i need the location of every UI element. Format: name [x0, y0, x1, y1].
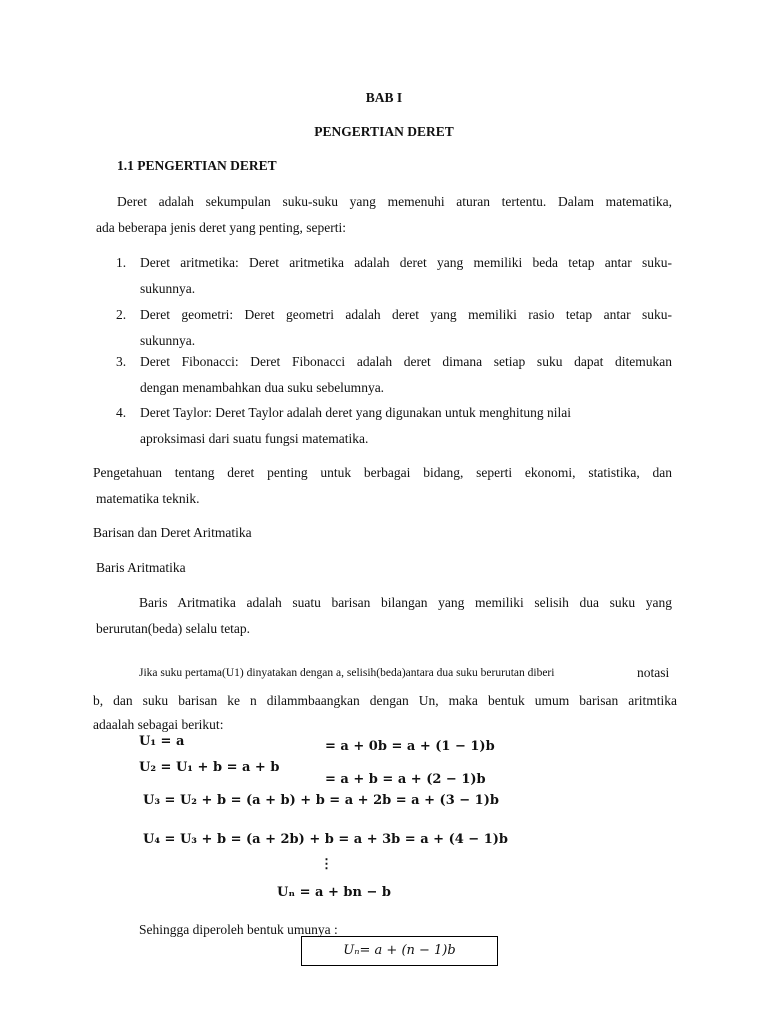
- chapter-title: PENGERTIAN DERET: [314, 124, 454, 139]
- knowledge-line-2: matematika teknik.: [96, 491, 200, 506]
- list-line-1: Deret Fibonacci: Deret Fibonacci adalah deret dimana setiap suku dapat ditemukan: [140, 354, 672, 369]
- definition-line-2: berurutan(beda) selalu tetap.: [96, 621, 251, 636]
- list-line-1: Deret Taylor: Deret Taylor adalah deret yang digunakan untuk menghitung nilai: [140, 405, 571, 420]
- list-line-1: Deret geometri: Deret geometri adalah deret yang memiliki rasio tetap antar suku-: [140, 307, 672, 322]
- equation-ellipsis: ⋮: [320, 857, 333, 872]
- equation-u2-right: = a + b = a + (2 − 1)b: [325, 772, 486, 787]
- list-line-2: aproksimasi dari suatu fungsi matematika.: [140, 431, 369, 446]
- boxed-formula-text: Uₙ= a + (n − 1)b: [343, 943, 456, 958]
- conclusion-text: Sehingga diperoleh bentuk umunya :: [139, 922, 338, 937]
- list-number: 2.: [116, 307, 127, 322]
- list-line-1: Deret aritmetika: Deret aritmetika adalah deret yang memiliki beda tetap antar suku-: [140, 255, 672, 270]
- list-line-2: sukunnya.: [140, 333, 196, 348]
- boxed-formula: [301, 936, 498, 966]
- intro-line-1: Deret adalah sekumpulan suku-suku yang memenuhi aturan tertentu. Dalam matematika,: [117, 194, 672, 209]
- formula-intro-line-3: adaalah sebagai berikut:: [93, 717, 224, 732]
- formula-intro-line-1: Jika suku pertama(U1) dinyatakan dengan a, selisih(beda)antara dua suku berurutan diberi: [139, 667, 555, 679]
- equation-u3: U₃ = U₂ + b = (a + b) + b = a + 2b = a + (3 − 1)b: [143, 793, 499, 808]
- equation-u1-right: = a + 0b = a + (1 − 1)b: [325, 739, 495, 754]
- subheading-baris: Baris Aritmatika: [96, 560, 186, 575]
- list-number: 4.: [116, 405, 127, 420]
- list-line-2: dengan menambahkan dua suku sebelumnya.: [140, 380, 385, 395]
- equation-un: Uₙ = a + bn − b: [277, 885, 391, 900]
- definition-line-1: Baris Aritmatika adalah suatu barisan bilangan yang memiliki selisih dua suku yang: [139, 595, 672, 610]
- section-heading: 1.1 PENGERTIAN DERET: [117, 158, 277, 173]
- list-number: 1.: [116, 255, 127, 270]
- formula-intro-line-2: b, dan suku barisan ke n dilammbaangkan dengan Un, maka bentuk umum barisan aritmtika: [93, 693, 677, 708]
- list-line-2: sukunnya.: [140, 281, 196, 296]
- equation-u1-left: U₁ = a: [139, 734, 185, 749]
- intro-line-2: ada beberapa jenis deret yang penting, seperti:: [96, 220, 347, 235]
- formula-intro-notasi: notasi: [637, 665, 670, 680]
- knowledge-line-1: Pengetahuan tentang deret penting untuk berbagai bidang, seperti ekonomi, statistika, dan: [93, 465, 672, 480]
- equation-u2-left: U₂ = U₁ + b = a + b: [139, 760, 280, 775]
- chapter-label: BAB I: [365, 90, 403, 105]
- subheading-barisan: Barisan dan Deret Aritmatika: [93, 525, 252, 540]
- list-number: 3.: [116, 354, 127, 369]
- equation-u4: U₄ = U₃ + b = (a + 2b) + b = a + 3b = a + (4 − 1)b: [143, 832, 509, 847]
